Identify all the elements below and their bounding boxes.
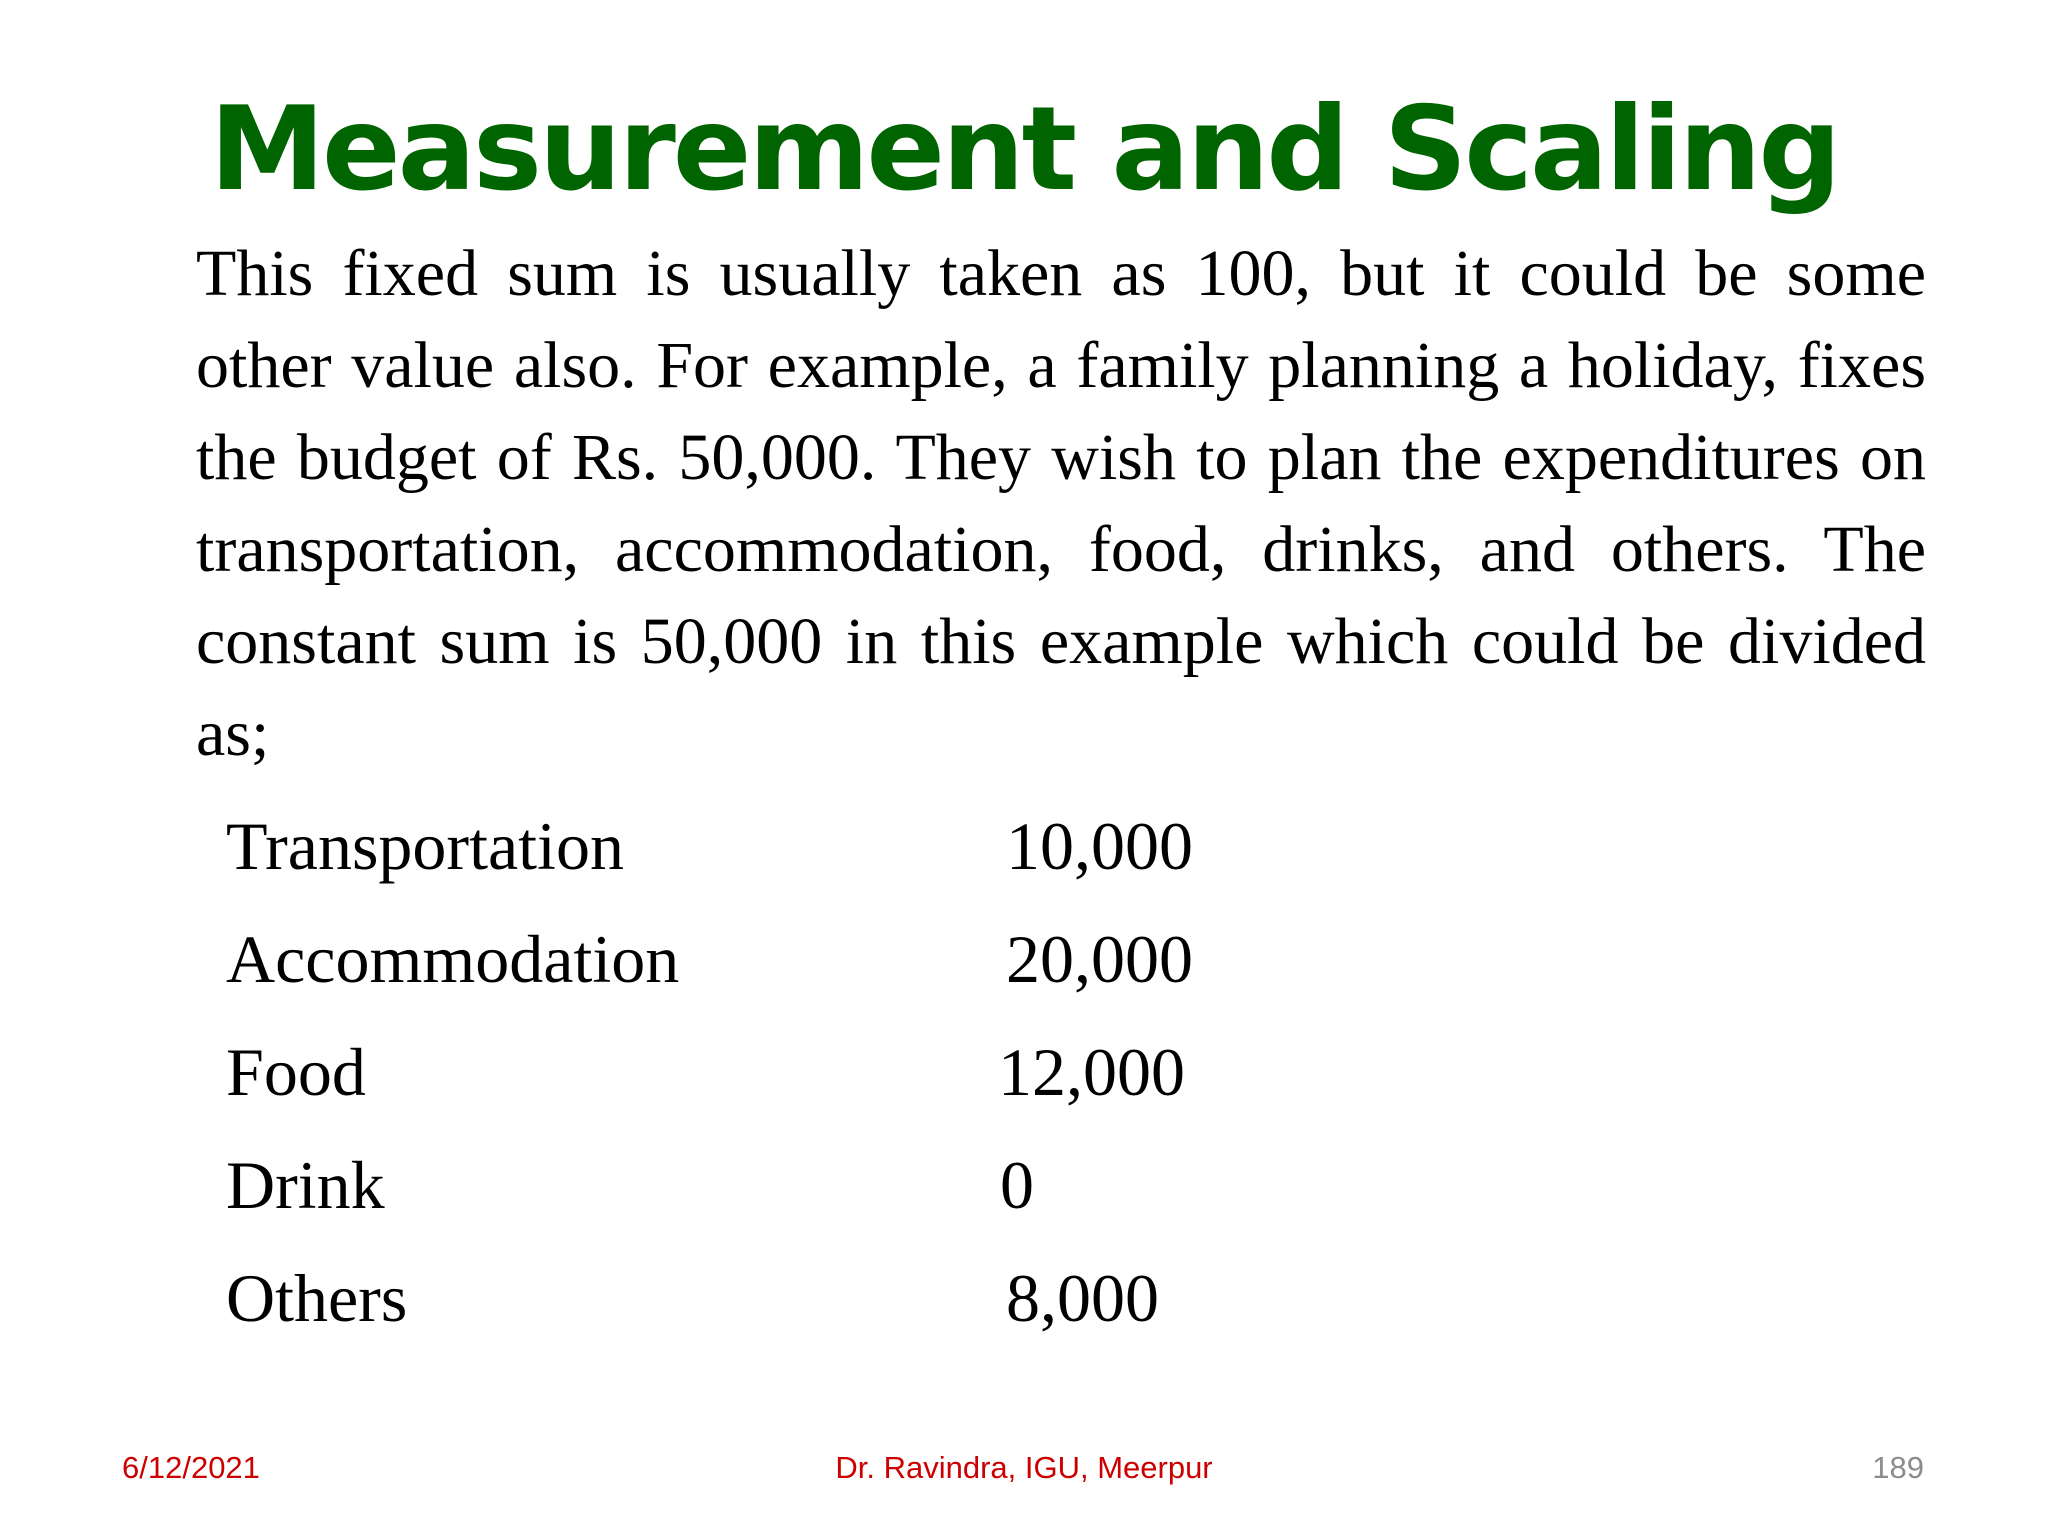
budget-row-transportation [226,796,1426,909]
budget-list [226,796,1426,1361]
budget-category: Drink [226,1147,385,1223]
footer-date: 6/12/2021 [122,1450,260,1485]
budget-row-accommodation [226,909,1426,1022]
budget-row-food [226,1022,1426,1135]
budget-category: Accommodation [226,921,680,997]
budget-amount: 10,000 [1006,808,1193,884]
budget-category: Others [226,1260,408,1336]
page-number: 189 [1872,1450,1924,1485]
slide-title: Measurement and Scaling [209,82,1839,217]
budget-row-others [226,1248,1426,1361]
budget-category: Transportation [226,808,624,884]
budget-amount: 0 [1000,1147,1034,1223]
budget-category: Food [226,1034,366,1110]
footer-author: Dr. Ravindra, IGU, Meerpur [835,1450,1213,1485]
budget-amount: 12,000 [998,1034,1185,1110]
budget-row-drink [226,1135,1426,1248]
budget-amount: 8,000 [1006,1260,1159,1336]
slide-paragraph: This fixed sum is usually taken as 100, but it could be some other value also. For example, a family planning a holiday, fixes the budget of Rs. 50,000. They wish to plan the expenditures on transportation, accommodation, food, drinks, and others. The constant sum is 50,000 in this example which could be divided as; [196,237,1926,770]
budget-amount: 20,000 [1006,921,1193,997]
